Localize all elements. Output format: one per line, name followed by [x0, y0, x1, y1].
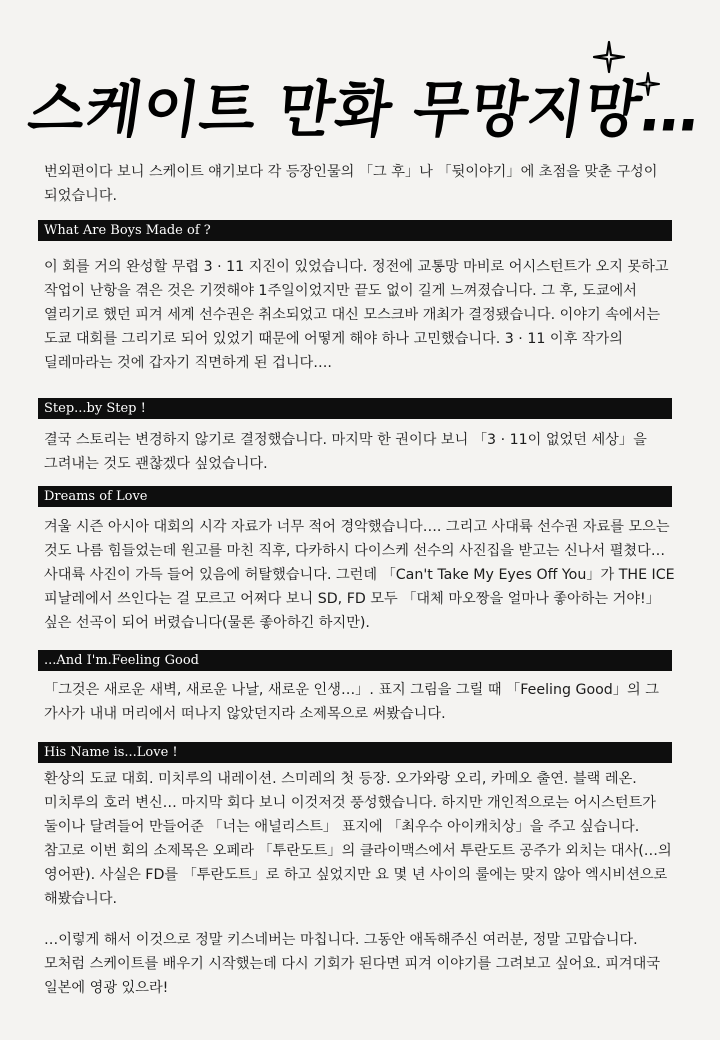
sparkle-icon	[592, 40, 626, 74]
section-body: 「그것은 새로운 새벽, 새로운 나날, 새로운 인생…」. 표지 그림을 그릴 때 「Feeling Good」의 그 가사가 내내 머리에서 떠나지 않았던지라 소제목으로 써봤습니다.	[44, 682, 659, 722]
page-title: 스케이트 만화 무망지망…	[24, 73, 706, 146]
sparkle-icon	[636, 72, 660, 96]
intro-paragraph: 번외편이다 보니 스케이트 얘기보다 각 등장인물의 「그 후」나 「뒷이야기」에 초점을 맞춘 구성이 되었습니다.	[44, 164, 658, 204]
section-body: 겨울 시즌 아시아 대회의 시각 자료가 너무 적어 경악했습니다…. 그리고 사대륙 선수권 자료를 모으는 것도 나름 힘들었는데 원고를 마친 직후, 다카하시 다이스케 선수의 사진집을 받고는 신나서 펼쳤다… 사대륙 사진이 가득 들어 있음에 허탈했습니다. 그런데 「Can't Take My Eyes Off You」가 THE ICE 피날레에서 쓰인다는 걸 모르고 어쩌다 보니 SD, FD 모두 「대체 마오짱을 얼마나 좋아하는 거야!」 싶은 선곡이 되어 버렸습니다(물론 좋아하긴 하지만).	[44, 519, 675, 631]
section-body: 환상의 도쿄 대회. 미치루의 내레이션. 스미레의 첫 등장. 오가와랑 오리, 카메오 출연. 블랙 레온. 미치루의 호러 변신… 마지막 회다 보니 이것저것 풍성했습니다. 하지만 개인적으로는 어시스턴트가 둘이나 달려들어 만들어준 「너는 애널리스트」 표지에 「최우수 아이캐치상」을 주고 싶습니다. 참고로 이번 회의 소제목은 오페라 「투란도트」의 클라이맥스에서 투란도트 공주가 외치는 대사(…의 영어판). 사실은 FD를 「투란도트」로 하고 싶었지만 요 몇 년 사이의 룰에는 맞지 않아 엑시비션으로 해봤습니다.	[44, 771, 672, 907]
section-heading: Dreams of Love	[38, 486, 672, 507]
section-heading: ...And I'm.Feeling Good	[38, 650, 672, 671]
section-heading: What Are Boys Made of ?	[38, 220, 672, 241]
section-body: 결국 스토리는 변경하지 않기로 결정했습니다. 마지막 한 권이다 보니 「3 · 11이 없었던 세상」을 그려내는 것도 괜찮겠다 싶었습니다.	[44, 432, 647, 472]
section-body: 이 회를 거의 완성할 무렵 3 · 11 지진이 있었습니다. 정전에 교통망 마비로 어시스턴트가 오지 못하고 작업이 난항을 겪은 것은 기껏해야 1주일이었지만 끝도 없이 길게 느껴졌습니다. 그 후, 도쿄에서 열리기로 했던 피겨 세계 선수권은 취소되었고 대신 모스크바 개최가 결정됐습니다. 이야기 속에서는 도쿄 대회를 그리기로 되어 있었기 때문에 어떻게 해야 하나 고민했습니다. 3 · 11 이후 작가의 딜레마라는 것에 갑자기 직면하게 된 겁니다….	[44, 259, 669, 371]
section-heading: His Name is...Love !	[38, 742, 672, 763]
title-area	[24, 52, 706, 146]
section-heading: Step...by Step !	[38, 398, 672, 419]
closing-paragraph: …이렇게 해서 이것으로 정말 키스네버는 마칩니다. 그동안 애독해주신 여러분, 정말 고맙습니다. 모처럼 스케이트를 배우기 시작했는데 다시 기회가 된다면 피겨 이야기를 그려보고 싶어요. 피겨대국 일본에 영광 있으라!	[44, 932, 661, 996]
